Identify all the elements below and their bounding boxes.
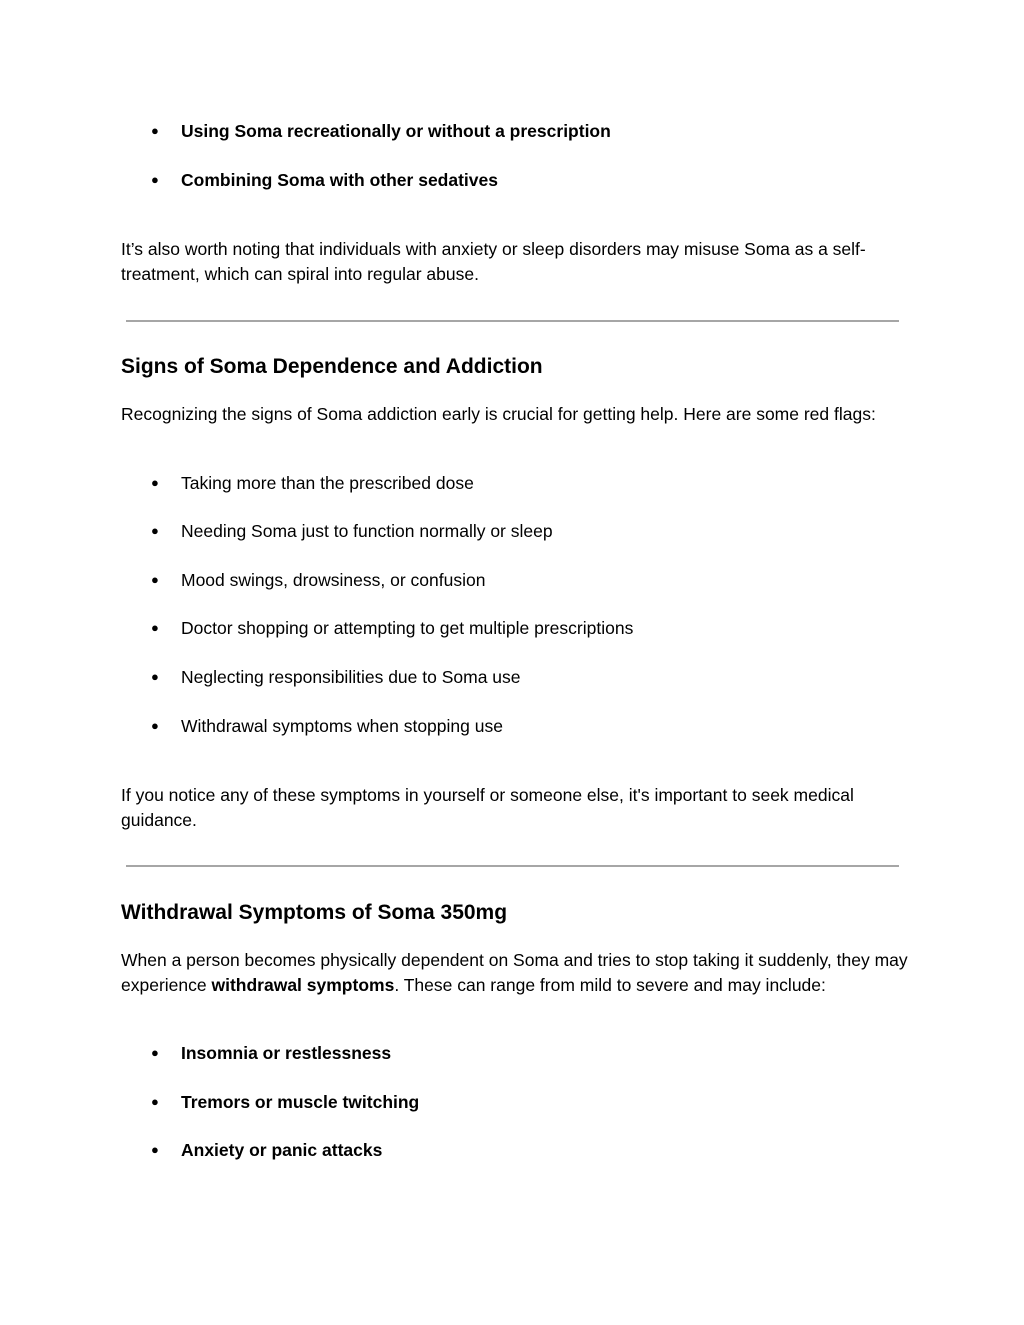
withdrawal-intro-start: When a person becomes physically dependent on Soma and tries to stop taking it suddenly, they may experience xyxy=(121,950,908,995)
list-item: ● Tremors or muscle twitching xyxy=(181,1091,419,1113)
list-item: ● Combining Soma with other sedatives xyxy=(181,169,498,191)
signs-heading: Signs of Soma Dependence and Addiction xyxy=(121,355,543,378)
signs-intro: Recognizing the signs of Soma addiction early is crucial for getting help. Here are some red flags: xyxy=(121,404,876,424)
list-item: ● Taking more than the prescribed dose xyxy=(181,472,474,494)
list-item: ● Anxiety or panic attacks xyxy=(181,1139,382,1161)
list-item: ● Withdrawal symptoms when stopping use xyxy=(181,715,503,737)
list-item: ● Insomnia or restlessness xyxy=(181,1042,391,1064)
list-item: ● Doctor shopping or attempting to get multiple prescriptions xyxy=(181,617,633,639)
withdrawal-heading: Withdrawal Symptoms of Soma 350mg xyxy=(121,901,508,924)
list-item: ● Using Soma recreationally or without a prescription xyxy=(181,120,611,142)
list-item: ● Neglecting responsibilities due to Soma use xyxy=(181,666,521,688)
withdrawal-intro-emphasis: withdrawal symptoms xyxy=(211,974,395,995)
withdrawal-intro xyxy=(121,948,911,997)
list-item: ● Needing Soma just to function normally or sleep xyxy=(181,520,553,542)
section-divider xyxy=(126,320,899,322)
signs-outro: If you notice any of these symptoms in yourself or someone else, it's important to seek medical guidance. xyxy=(121,785,854,830)
withdrawal-intro-end: . These can range from mild to severe and may include: xyxy=(394,974,826,995)
self-treatment-note: It’s also worth noting that individuals with anxiety or sleep disorders may misuse Soma as a self-treatment, which can spiral into regular abuse. xyxy=(121,239,866,284)
section-divider xyxy=(126,865,899,867)
list-item: ● Mood swings, drowsiness, or confusion xyxy=(181,569,485,591)
